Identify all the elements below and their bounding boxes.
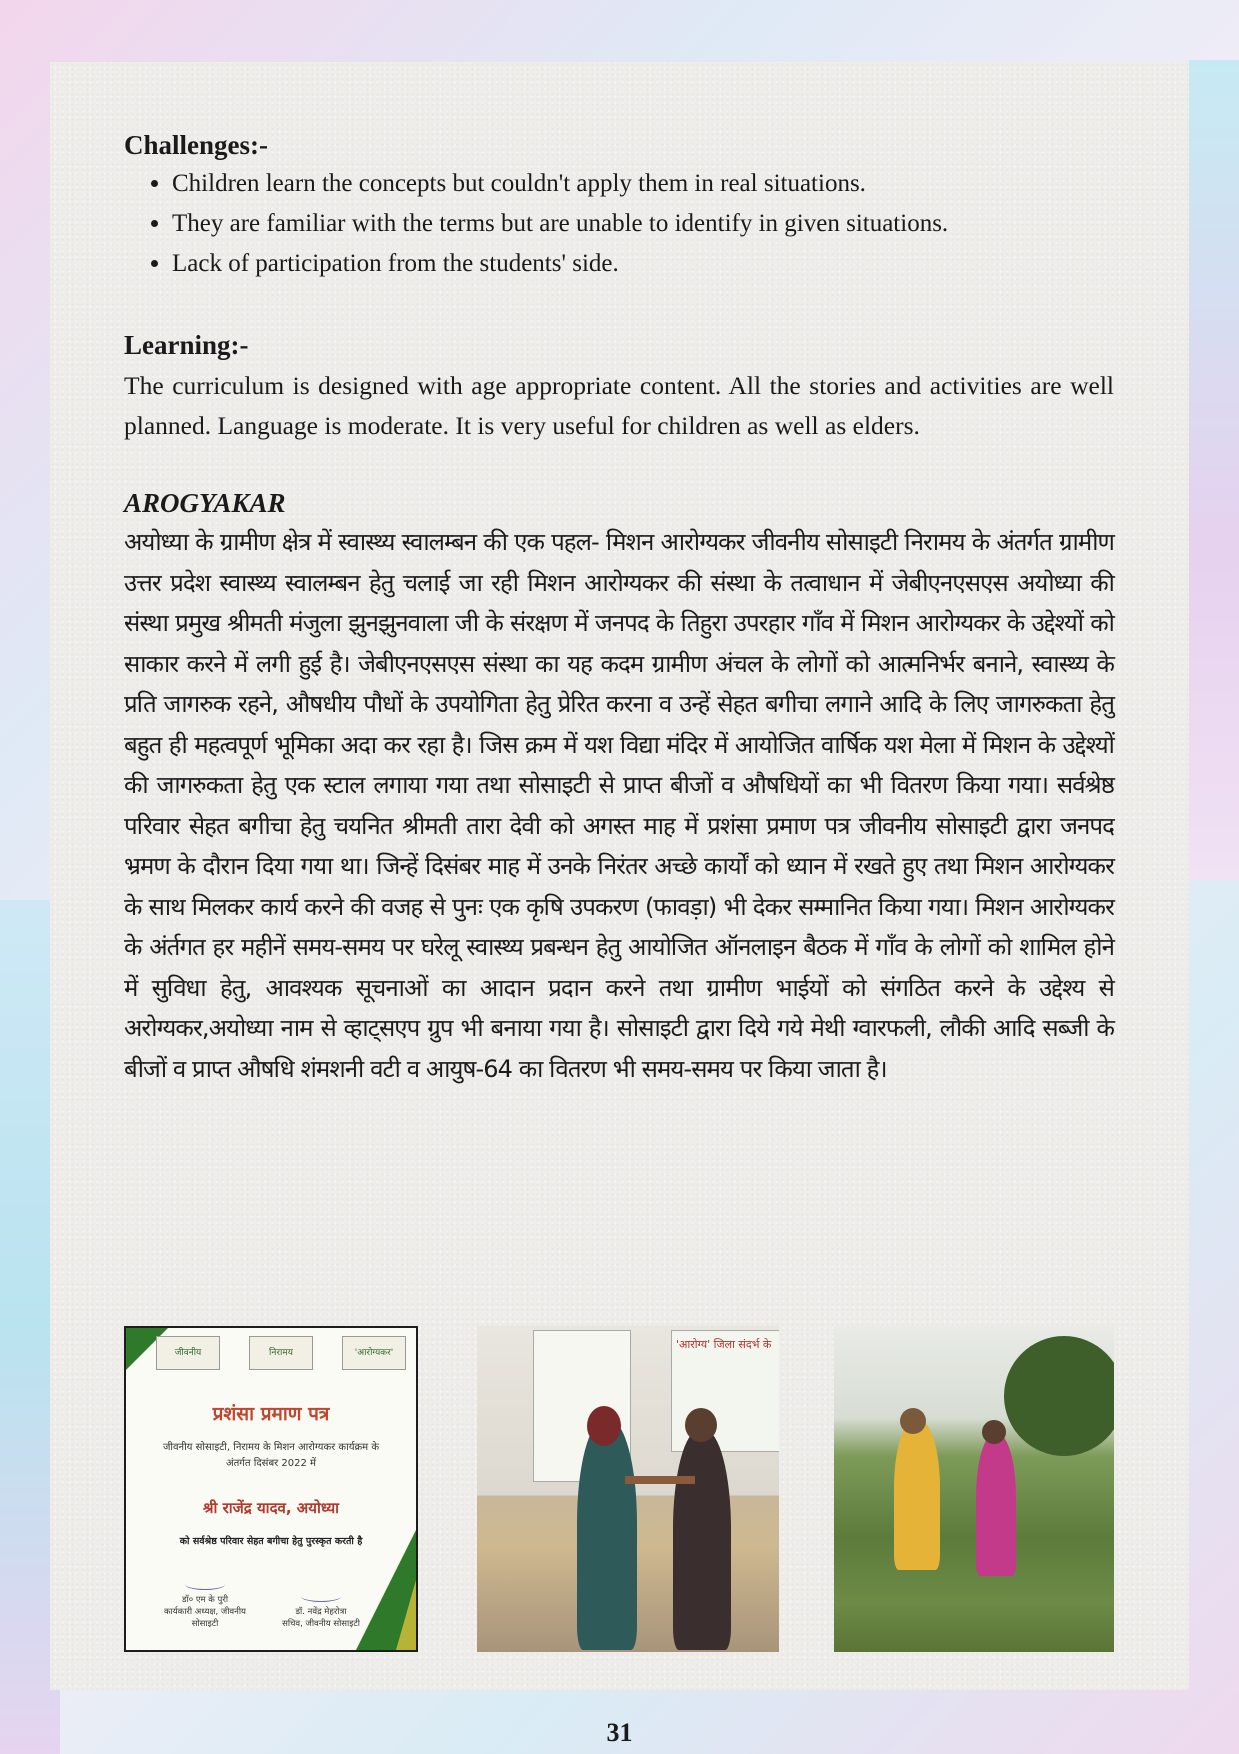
list-item: • They are familiar with the terms but are unable to identify in given situations. bbox=[172, 204, 1114, 244]
arogyakar-paragraph: अयोध्या के ग्रामीण क्षेत्र में स्वास्थ्य स्वालम्बन की एक पहल- मिशन आरोग्यकर जीवनीय सोसाइटी निरामय के अंतर्गत ग्रामीण उत्तर प्रदेश स्वास्थ्य स्वालम्बन हेतु चलाई जा रही मिशन आरोग्यकर की संस्था के तत्वाधान में जेबीएनएसएस अयोध्या की संस्था प्रमुख श्रीमती मंजुला झुनझुनवाला जी के संरक्षण में जनपद के तिहुरा उपरहार गाँव में मिशन आरोग्यकर के उद्देश्यों को साकार करने में लगी हुई है। जेबीएनएसएस संस्था का यह कदम ग्रामीण अंचल के लोगों को आत्मनिर्भर बनाने, स्वास्थ्य के प्रति जागरुक रहने, औषधीय पौधों के उपयोगिता हेतु प्रेरित करना व उन्हें सेहत बगीचा लगाने आदि के लिए जागरुकता हेतु बहुत ही महत्वपूर्ण भूमिका अदा कर रहा है। जिस क्रम में यश विद्या मंदिर में आयोजित वार्षिक यश मेला में मिशन के उद्देश्यों की जागरुकता हेतु एक स्टाल लगाया गया तथा सोसाइटी से प्राप्त बीजों व औषधियों का भी वितरण किया गया। सर्वश्रेष्ठ परिवार सेहत बगीचा हेतु चयनित श्रीमती तारा देवी को अगस्त माह में प्रशंसा प्रमाण पत्र जीवनीय सोसाइटी द्वारा जनपद भ्रमण के दौरान दिया गया था। जिन्हें दिसंबर माह में उनके निरंतर अच्छे कार्यों को ध्यान में रखते हुए तथा मिशन आरोग्यकर के साथ मिलकर कार्य करने की वजह से पुनः एक कृषि उपकरण (फावड़ा) भी देकर सम्मानित किया गया। मिशन आरोग्यकर के अंर्तगत हर महीनें समय-समय पर घरेलू स्वास्थ्य प्रबन्धन हेतु आयोजित ऑनलाइन बैठक में गाँव के लोगों को शामिल होने में सुविधा हेतु, आवश्यक सूचनाओं का आदान प्रदान करने तथा ग्रामीण भाईयों को संगठित करने के उद्देश्य से अरोग्यकर,अयोध्या नाम से व्हाट्सएप ग्रुप भी बनाया गया है। सोसाइटी द्वारा दिये गये मेथी ग्वारफली, लौकी आदि सब्जी के बीजों व प्राप्त औषधि शंमशनी वटी व आयुष-64 का वितरण भी समय-समय पर किया जाता है। bbox=[124, 528, 1114, 1083]
page-number: 31 bbox=[606, 1718, 633, 1747]
jeevaniya-logo: जीवनीय bbox=[156, 1336, 220, 1370]
learning-heading: Learning:- bbox=[124, 330, 249, 360]
background-wash-right bbox=[1189, 60, 1239, 880]
signature-right: डॉ. नवेंद्र मेहरोत्रा सचिव, जीवनीय सोसाइटी bbox=[266, 1591, 376, 1630]
poster: 'आरोग्य' जिला संदर्भ के bbox=[671, 1330, 779, 1452]
head bbox=[982, 1420, 1006, 1444]
certificate-award-text: को सर्वश्रेष्ठ परिवार सेहत बगीचा हेतु पुरस्कृत करती है bbox=[179, 1536, 363, 1547]
head bbox=[587, 1406, 621, 1446]
signature-left: डॉ० एम के पुरी कार्यकारी अध्यक्ष, जीवनीय सोसाइटी bbox=[150, 1579, 260, 1630]
signature-scribble bbox=[185, 1579, 225, 1590]
field-photo bbox=[834, 1326, 1114, 1652]
learning-paragraph: The curriculum is designed with age appropriate content. All the stories and activities are well planned. Language is moderate. It is very useful for children as well as elders. bbox=[124, 371, 1114, 440]
certificate-title: प्रशंसा प्रमाण पत्र bbox=[212, 1403, 330, 1425]
person-man bbox=[976, 1434, 1016, 1576]
page-content bbox=[124, 126, 1114, 1089]
certificate-image bbox=[124, 1326, 418, 1652]
challenges-list bbox=[124, 164, 1114, 284]
list-item: • Children learn the concepts but couldn't apply them in real situations. bbox=[172, 164, 1114, 204]
certificate-logos bbox=[156, 1336, 406, 1372]
person-woman bbox=[894, 1420, 940, 1570]
head bbox=[685, 1408, 717, 1442]
certificate-text: जीवनीय सोसाइटी, निरामय के मिशन आरोग्यकर कार्यक्रम के अंतर्गत दिसंबर 2022 में bbox=[162, 1442, 380, 1469]
certificate-recipient: श्री राजेंद्र यादव, अयोध्या bbox=[202, 1499, 340, 1517]
award-handover-photo bbox=[477, 1326, 779, 1652]
arogyakar-heading: AROGYAKAR bbox=[124, 488, 286, 518]
person-woman bbox=[577, 1420, 637, 1650]
challenges-heading: Challenges:- bbox=[124, 130, 268, 160]
tree bbox=[1004, 1336, 1114, 1456]
head bbox=[900, 1408, 926, 1434]
list-item: • Lack of participation from the students' side. bbox=[172, 244, 1114, 284]
spade-tool bbox=[625, 1476, 695, 1484]
person-man bbox=[673, 1430, 731, 1650]
signature-scribble bbox=[301, 1591, 341, 1602]
photo-strip bbox=[124, 1326, 1114, 1652]
arogyakar-logo: 'आरोग्यकर' bbox=[342, 1336, 406, 1370]
niramay-logo: निरामय bbox=[249, 1336, 313, 1370]
